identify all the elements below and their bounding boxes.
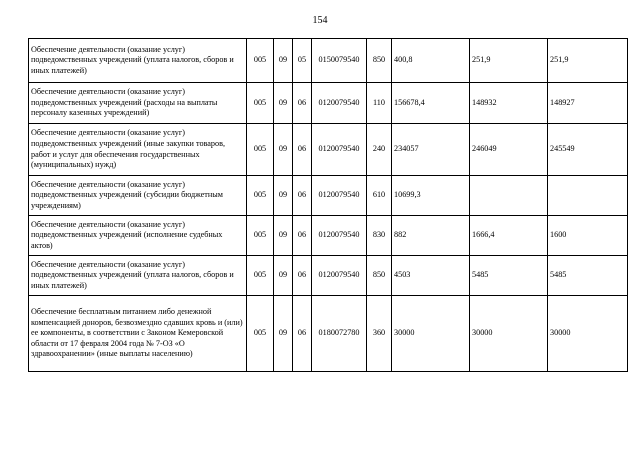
expense-type-code: 850 <box>367 39 392 83</box>
expense-type-code: 240 <box>367 124 392 176</box>
sum-year-1: 882 <box>392 216 470 256</box>
page-number: 154 <box>312 15 328 26</box>
target-code: 0120079540 <box>312 216 367 256</box>
sum-year-3 <box>548 176 628 216</box>
expense-type-code: 610 <box>367 176 392 216</box>
ministry-code: 005 <box>247 216 274 256</box>
section-code: 09 <box>274 216 293 256</box>
sum-year-3: 5485 <box>548 256 628 296</box>
target-code: 0120079540 <box>312 124 367 176</box>
sum-year-1: 234057 <box>392 124 470 176</box>
section-code: 09 <box>274 39 293 83</box>
row-description: Обеспечение деятельности (оказание услуг) подведомственных учреждений (иные закупки товаров, работ и услуг для обеспечения государственных (муниципальных) нужд) <box>29 124 247 176</box>
subsection-code: 06 <box>293 296 312 372</box>
row-description: Обеспечение бесплатным питанием либо денежной компенсацией доноров, безвозмездно сдавших кровь и (или) ее компоненты, в соответствии с Законом Кемеровской области от 17 февраля 2004 года № 7-ОЗ «О здравоохранении» (иные выплаты населению) <box>29 296 247 372</box>
section-code: 09 <box>274 83 293 124</box>
sum-year-3: 30000 <box>548 296 628 372</box>
table-row <box>29 296 628 372</box>
section-code: 09 <box>274 256 293 296</box>
section-code: 09 <box>274 176 293 216</box>
section-code: 09 <box>274 124 293 176</box>
expense-type-code: 850 <box>367 256 392 296</box>
ministry-code: 005 <box>247 296 274 372</box>
sum-year-1: 156678,4 <box>392 83 470 124</box>
expense-type-code: 110 <box>367 83 392 124</box>
sum-year-2: 30000 <box>470 296 548 372</box>
ministry-code: 005 <box>247 176 274 216</box>
row-description: Обеспечение деятельности (оказание услуг) подведомственных учреждений (уплата налогов, сборов и иных платежей) <box>29 39 247 83</box>
table-row <box>29 256 628 296</box>
row-description: Обеспечение деятельности (оказание услуг) подведомственных учреждений (исполнение судебных актов) <box>29 216 247 256</box>
sum-year-3: 251,9 <box>548 39 628 83</box>
sum-year-2: 246049 <box>470 124 548 176</box>
sum-year-3: 148927 <box>548 83 628 124</box>
target-code: 0180072780 <box>312 296 367 372</box>
subsection-code: 06 <box>293 83 312 124</box>
table-row <box>29 124 628 176</box>
expense-type-code: 360 <box>367 296 392 372</box>
sum-year-1: 400,8 <box>392 39 470 83</box>
subsection-code: 06 <box>293 256 312 296</box>
sum-year-2: 5485 <box>470 256 548 296</box>
table-row <box>29 216 628 256</box>
row-description: Обеспечение деятельности (оказание услуг) подведомственных учреждений (расходы на выплаты персоналу казенных учреждений) <box>29 83 247 124</box>
subsection-code: 06 <box>293 124 312 176</box>
sum-year-1: 10699,3 <box>392 176 470 216</box>
table-row <box>29 176 628 216</box>
row-description: Обеспечение деятельности (оказание услуг) подведомственных учреждений (уплата налогов, сборов и иных платежей) <box>29 256 247 296</box>
sum-year-1: 30000 <box>392 296 470 372</box>
sum-year-2 <box>470 176 548 216</box>
budget-table <box>28 38 628 372</box>
ministry-code: 005 <box>247 39 274 83</box>
sum-year-2: 1666,4 <box>470 216 548 256</box>
target-code: 0120079540 <box>312 256 367 296</box>
sum-year-3: 245549 <box>548 124 628 176</box>
expense-type-code: 830 <box>367 216 392 256</box>
subsection-code: 06 <box>293 216 312 256</box>
sum-year-1: 4503 <box>392 256 470 296</box>
sum-year-2: 148932 <box>470 83 548 124</box>
table-row <box>29 83 628 124</box>
table-row <box>29 39 628 83</box>
target-code: 0150079540 <box>312 39 367 83</box>
sum-year-2: 251,9 <box>470 39 548 83</box>
sum-year-3: 1600 <box>548 216 628 256</box>
ministry-code: 005 <box>247 83 274 124</box>
section-code: 09 <box>274 296 293 372</box>
subsection-code: 06 <box>293 176 312 216</box>
ministry-code: 005 <box>247 256 274 296</box>
subsection-code: 05 <box>293 39 312 83</box>
ministry-code: 005 <box>247 124 274 176</box>
target-code: 0120079540 <box>312 176 367 216</box>
row-description: Обеспечение деятельности (оказание услуг) подведомственных учреждений (субсидии бюджетным учреждениям) <box>29 176 247 216</box>
target-code: 0120079540 <box>312 83 367 124</box>
